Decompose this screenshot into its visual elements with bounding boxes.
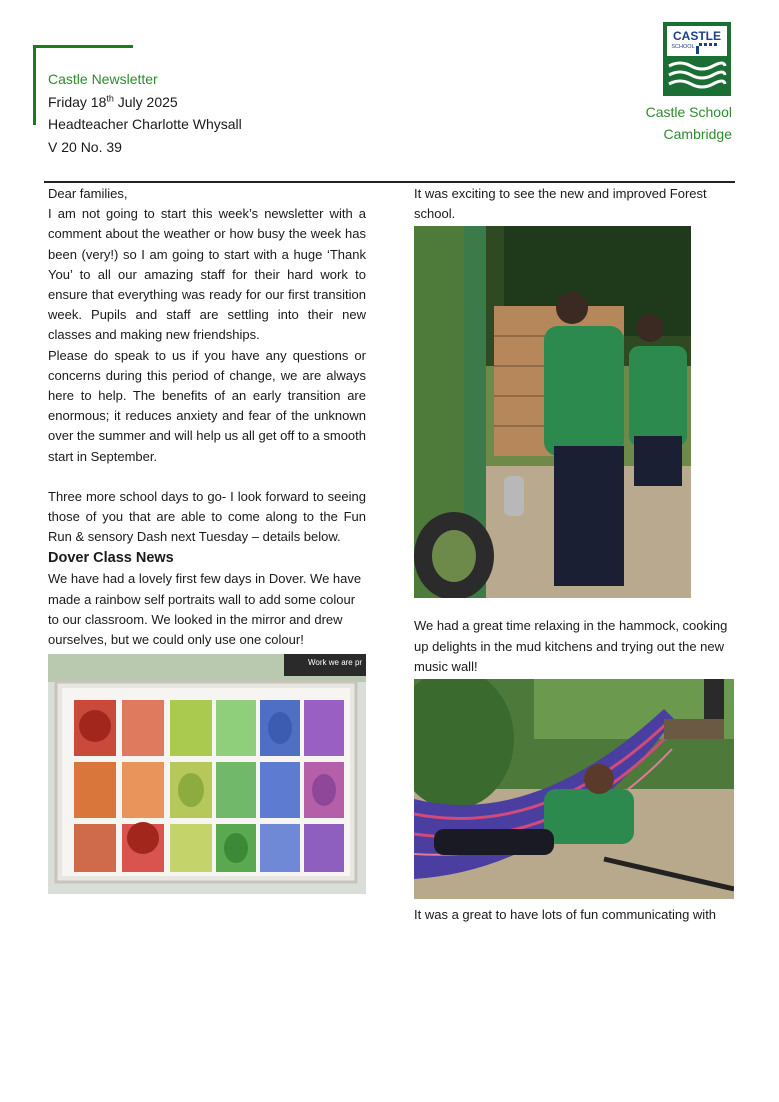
work-sign-text: Work we are pr (308, 658, 363, 668)
letter-paragraph: Please do speak to us if you have any questions or concerns during this period of change, we are always here to help. The benefits of an early transition are enormous; it reduces anxiety and fear of the unknown over the summer and will help us all get off to a smooth start in September. (48, 347, 366, 464)
letter-greeting: Dear families, (48, 186, 128, 201)
header-corner-line-vertical (33, 45, 36, 125)
newsletter-date: Friday 18th July 2025 (48, 92, 178, 110)
forest-school-photo (414, 226, 691, 598)
left-column (48, 184, 366, 894)
bottom-caption: It was a great to have lots of fun communicating with (414, 907, 717, 923)
dover-class-heading: Dover Class News (48, 550, 174, 567)
school-name: Castle School Cambridge (645, 104, 732, 142)
hammock-photo (414, 679, 734, 899)
rainbow-portraits-photo (48, 654, 366, 894)
letter-paragraph: I am not going to start this week’s newsletter with a comment about the weather or how busy the week has been (very!) so I am going to start with a huge ‘Thank You’ to all our amazing staff for their hard work to ensure that everything was ready for our first transition week. Pupils and staff are settling into their new classes and making new friendships. (48, 206, 366, 343)
hammock-caption: We had a great time relaxing in the hammock, cooking up delights in the mud kitchens and trying out the new music wall! (414, 618, 728, 674)
letter-paragraph: Three more school days to go- I look forward to seeing those of you that are able to come along to the Fun Run & sensory Dash next Tuesday – details below. (48, 488, 366, 545)
header-corner-line-horizontal (33, 45, 133, 48)
header-divider (44, 181, 735, 183)
right-column (414, 184, 736, 925)
castle-school-logo (663, 22, 731, 96)
dover-class-text: We have had a lovely first few days in Dover. We have made a rainbow self portraits wall to add some colour to our classroom. We looked in the mirror and drew ourselves, but we could only use one colour! (48, 571, 362, 648)
logo-text-top: CASTLE (673, 29, 721, 43)
logo-text-bottom: SCHOOL (671, 44, 695, 50)
newsletter-title: Castle Newsletter (48, 71, 158, 87)
headteacher-name: Headteacher Charlotte Whysall (48, 116, 242, 132)
newsletter-volume: V 20 No. 39 (48, 138, 122, 155)
forest-caption: It was exciting to see the new and improved Forest school. (414, 186, 707, 222)
newsletter-header (48, 68, 242, 158)
